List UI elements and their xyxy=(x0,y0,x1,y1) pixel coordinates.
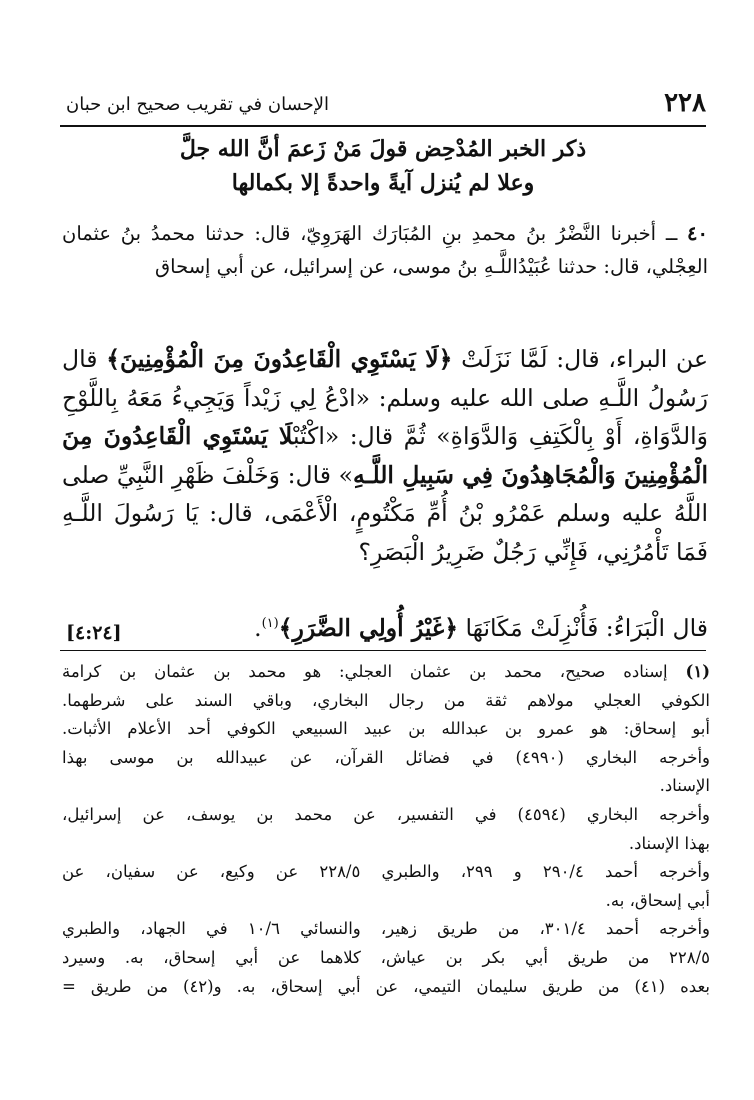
footnote-ref-marker[interactable]: (١) xyxy=(261,616,279,632)
end-dot: . xyxy=(254,614,262,642)
matn-part-2: قال رَسُولُ اللَّـهِ صلى الله عليه وسلم: «ادْعُ لِي زَيْداً وَيَجِيءُ مَعَهُ بِاللَّوْحِ وَالدَّوَاةِ، أَوْ بِالْكَتِفِ وَالدَّوَاةِ» ثُمَّ قال: «اكْتُبْ xyxy=(62,345,708,450)
footnote-line: وأخرجه أحمد ٣٠١/٤، من طريق زهير، والنسائي ١٠/٦ في الجهاد، والطبري xyxy=(62,919,710,939)
footnote-line: (١) إسناده صحيح، محمد بن عثمان العجلي: هو محمد بن عثمان بن كرامة xyxy=(62,662,710,681)
hadith-isnad xyxy=(62,217,708,283)
matn-last-line-text xyxy=(254,614,708,642)
footnote-divider xyxy=(60,650,706,651)
footnote-line: الإسناد. xyxy=(659,776,710,796)
footnote-line: أبي إسحاق، به. xyxy=(605,890,710,910)
footnote-line: بعده (٤١) من طريق سليمان التيمي، عن أبي إسحاق، به. و(٤٢) من طريق = xyxy=(62,976,710,996)
chapter-heading-line-2: وعلا لم يُنزل آيةً واحدةً إلا بكمالها xyxy=(231,170,535,196)
footnote-line: بهذا الإسناد. xyxy=(628,833,710,853)
reference-tag: [٤:٢٤] xyxy=(66,622,122,644)
page-number: ٢٢٨ xyxy=(664,88,706,118)
hadith-chain-text: أخبرنا النَّضْرُ بنُ محمدِ بنِ المُبَارَك الهَرَوِيّ، قال: حدثنا محمدُ بنُ عثمان العِجْلي، قال: حدثنا عُبَيْدُاللَّـهِ بنُ موسى، عن إسرائيل، عن أبي إسحاق xyxy=(62,222,708,278)
footnote-line: ٢٢٨/٥ من طريق أبي بكر بن عياش، كلاهما عن أبي إسحاق، به. وسيرد xyxy=(62,947,710,967)
quran-verse-2: لَا يَسْتَوِي الْقَاعِدُونَ مِنَ الْمُؤْمِنِينَ وَالْمُجَاهِدُونَ فِي سَبِيلِ اللَّـهِ xyxy=(62,422,708,489)
footnote-line: وأخرجه البخاري (٤٥٩٤) في التفسير، عن محمد بن يوسف، عن إسرائيل، xyxy=(62,804,710,824)
matn-part-4: قال الْبَرَاءُ: فَأُنْزِلَتْ مَكَانَهَا xyxy=(465,614,708,642)
header-divider xyxy=(60,125,706,127)
hadith-number: ٤٠ xyxy=(687,222,708,245)
chapter-heading xyxy=(60,132,706,200)
running-title: الإحسان في تقريب صحيح ابن حبان xyxy=(66,94,330,115)
matn-last-line xyxy=(62,614,708,650)
footnote-marker: (١) xyxy=(685,662,710,681)
footnote-line: وأخرجه أحمد ٢٩٠/٤ و ٢٩٩، والطبري ٢٢٨/٥ عن وكيع، عن سفيان، عن xyxy=(62,862,710,882)
matn-part-1: عن البراء، قال: لَمَّا نَزَلَتْ xyxy=(461,345,708,373)
quran-verse-3: ﴿غَيْرُ أُولِي الضَّرَرِ﴾ xyxy=(278,614,458,642)
hadith-matn xyxy=(62,340,708,571)
footnote-line: الكوفي العجلي مولاهم ثقة من رجال البخاري، وباقي السند على شرطهما. xyxy=(62,690,710,710)
chapter-heading-line-1: ذكر الخبر المُدْحِض قولَ مَنْ زَعمَ أنَّ الله جلَّ xyxy=(179,136,587,162)
footnote-line: أبو إسحاق: هو عمرو بن عبدالله بن عبيد السبيعي الكوفي أحد الأعلام الأثبات. xyxy=(62,719,710,739)
footnotes xyxy=(62,658,710,1001)
page-header xyxy=(60,86,706,126)
quran-verse-1: ﴿لَا يَسْتَوِي الْقَاعِدُونَ مِنَ الْمُؤْمِنِينَ﴾ xyxy=(106,345,453,373)
matn-part-3: » قال: وَخَلْفَ ظَهْرِ النَّبِيِّ صلى اللَّهُ عليه وسلم عَمْرُو بْنُ أُمِّ مَكْتُومٍ، الْأَعْمَى، قال: يَا رَسُولَ اللَّـهِ فَمَا تَأْمُرُنِي، فَإِنِّي رَجُلٌ ضَرِيرُ الْبَصَرِ؟ xyxy=(62,460,708,566)
hadith-dash: ــ xyxy=(665,222,678,245)
footnote-line: وأخرجه البخاري (٤٩٩٠) في فضائل القرآن، عن عبيدالله بن موسى بهذا xyxy=(62,747,710,767)
